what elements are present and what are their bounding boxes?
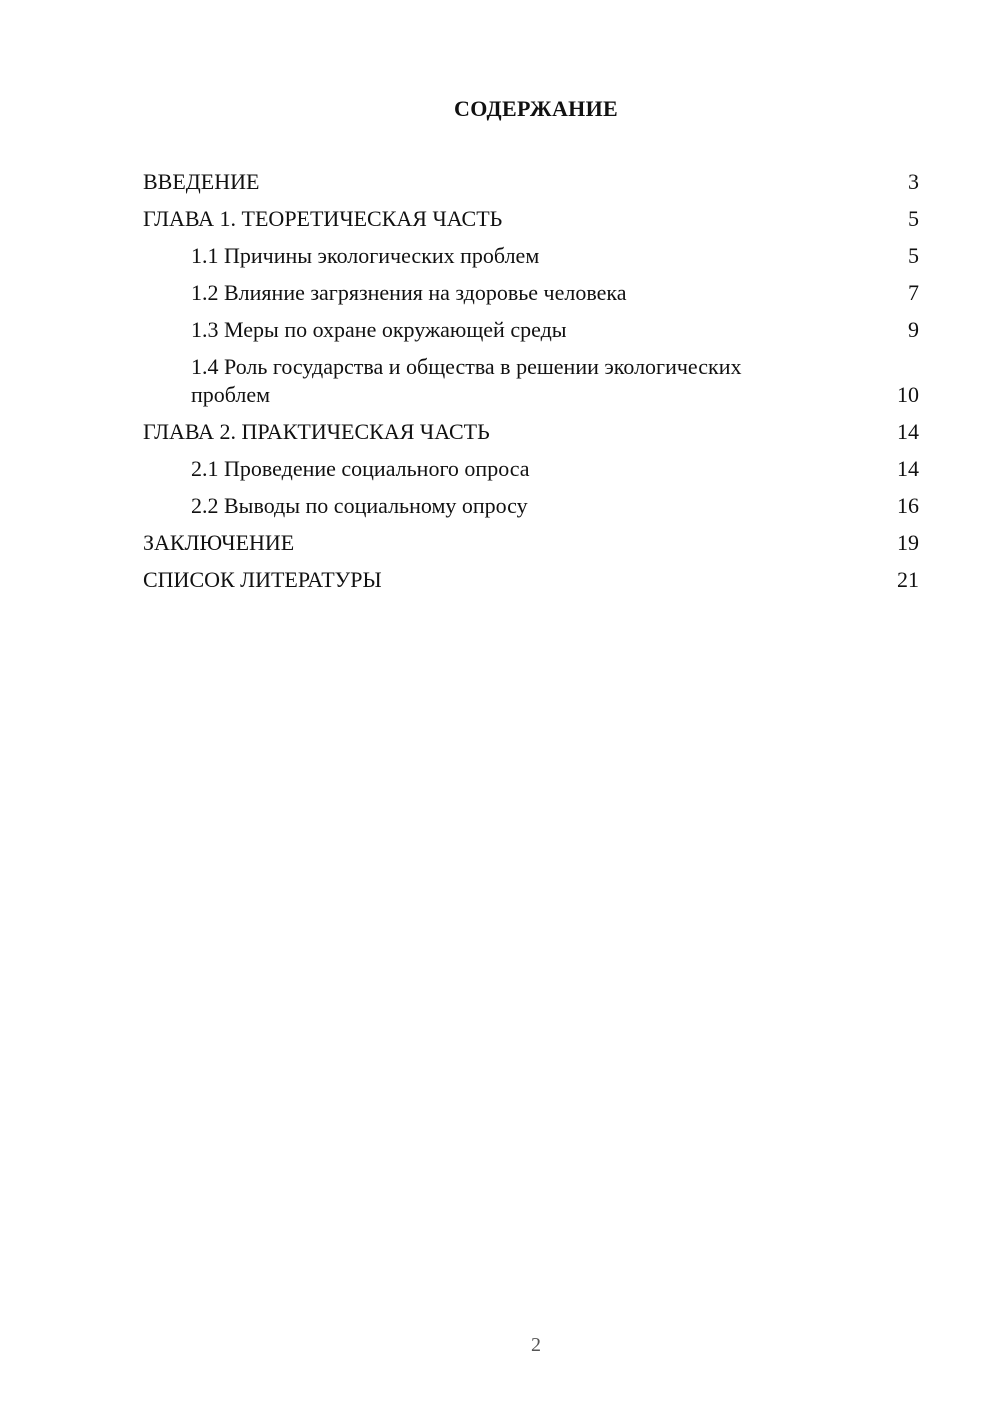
toc-entry-page: 3 bbox=[908, 169, 919, 194]
toc-entry-page: 7 bbox=[908, 280, 919, 305]
toc-entry-page: 9 bbox=[908, 317, 919, 342]
toc-entry-label: 2.1 Проведение социального опроса bbox=[191, 456, 530, 481]
toc-entry-section-2-2[interactable] bbox=[143, 492, 919, 520]
toc-entry-conclusion[interactable] bbox=[143, 529, 919, 557]
toc-entry-label: 1.4 Роль государства и общества в решении экологических проблем bbox=[191, 354, 742, 407]
toc-entry-section-1-4[interactable] bbox=[143, 353, 919, 409]
toc-entry-label: СПИСОК ЛИТЕРАТУРЫ bbox=[143, 567, 382, 592]
toc-entry-chapter-2[interactable] bbox=[143, 418, 919, 446]
toc-entry-chapter-1[interactable] bbox=[143, 205, 919, 233]
toc-entry-label: 1.3 Меры по охране окружающей среды bbox=[191, 317, 567, 342]
toc-entry-introduction[interactable] bbox=[143, 168, 919, 196]
toc-entry-label: ЗАКЛЮЧЕНИЕ bbox=[143, 530, 295, 555]
toc-entry-section-1-1[interactable] bbox=[143, 242, 919, 270]
toc-entry-label: ГЛАВА 1. ТЕОРЕТИЧЕСКАЯ ЧАСТЬ bbox=[143, 206, 503, 231]
toc-entry-label: 1.2 Влияние загрязнения на здоровье человека bbox=[191, 280, 627, 305]
page-number: 2 bbox=[531, 1334, 541, 1356]
toc-entry-section-1-3[interactable] bbox=[143, 316, 919, 344]
toc-entry-label: 2.2 Выводы по социальному опросу bbox=[191, 493, 528, 518]
toc-entry-page: 19 bbox=[897, 530, 919, 555]
toc-entry-page: 5 bbox=[908, 243, 919, 268]
toc-entry-page: 14 bbox=[897, 456, 919, 481]
page-title: СОДЕРЖАНИЕ bbox=[454, 96, 618, 121]
table-of-contents bbox=[143, 168, 919, 603]
toc-entry-page: 16 bbox=[897, 493, 919, 518]
toc-entry-section-1-2[interactable] bbox=[143, 279, 919, 307]
toc-entry-page: 10 bbox=[897, 382, 919, 407]
toc-entry-page: 14 bbox=[897, 419, 919, 444]
toc-entry-section-2-1[interactable] bbox=[143, 455, 919, 483]
toc-entry-label: ВВЕДЕНИЕ bbox=[143, 169, 260, 194]
toc-entry-label: ГЛАВА 2. ПРАКТИЧЕСКАЯ ЧАСТЬ bbox=[143, 419, 490, 444]
toc-entry-page: 21 bbox=[897, 567, 919, 592]
toc-entry-page: 5 bbox=[908, 206, 919, 231]
toc-entry-references[interactable] bbox=[143, 566, 919, 594]
toc-entry-label: 1.1 Причины экологических проблем bbox=[191, 243, 540, 268]
